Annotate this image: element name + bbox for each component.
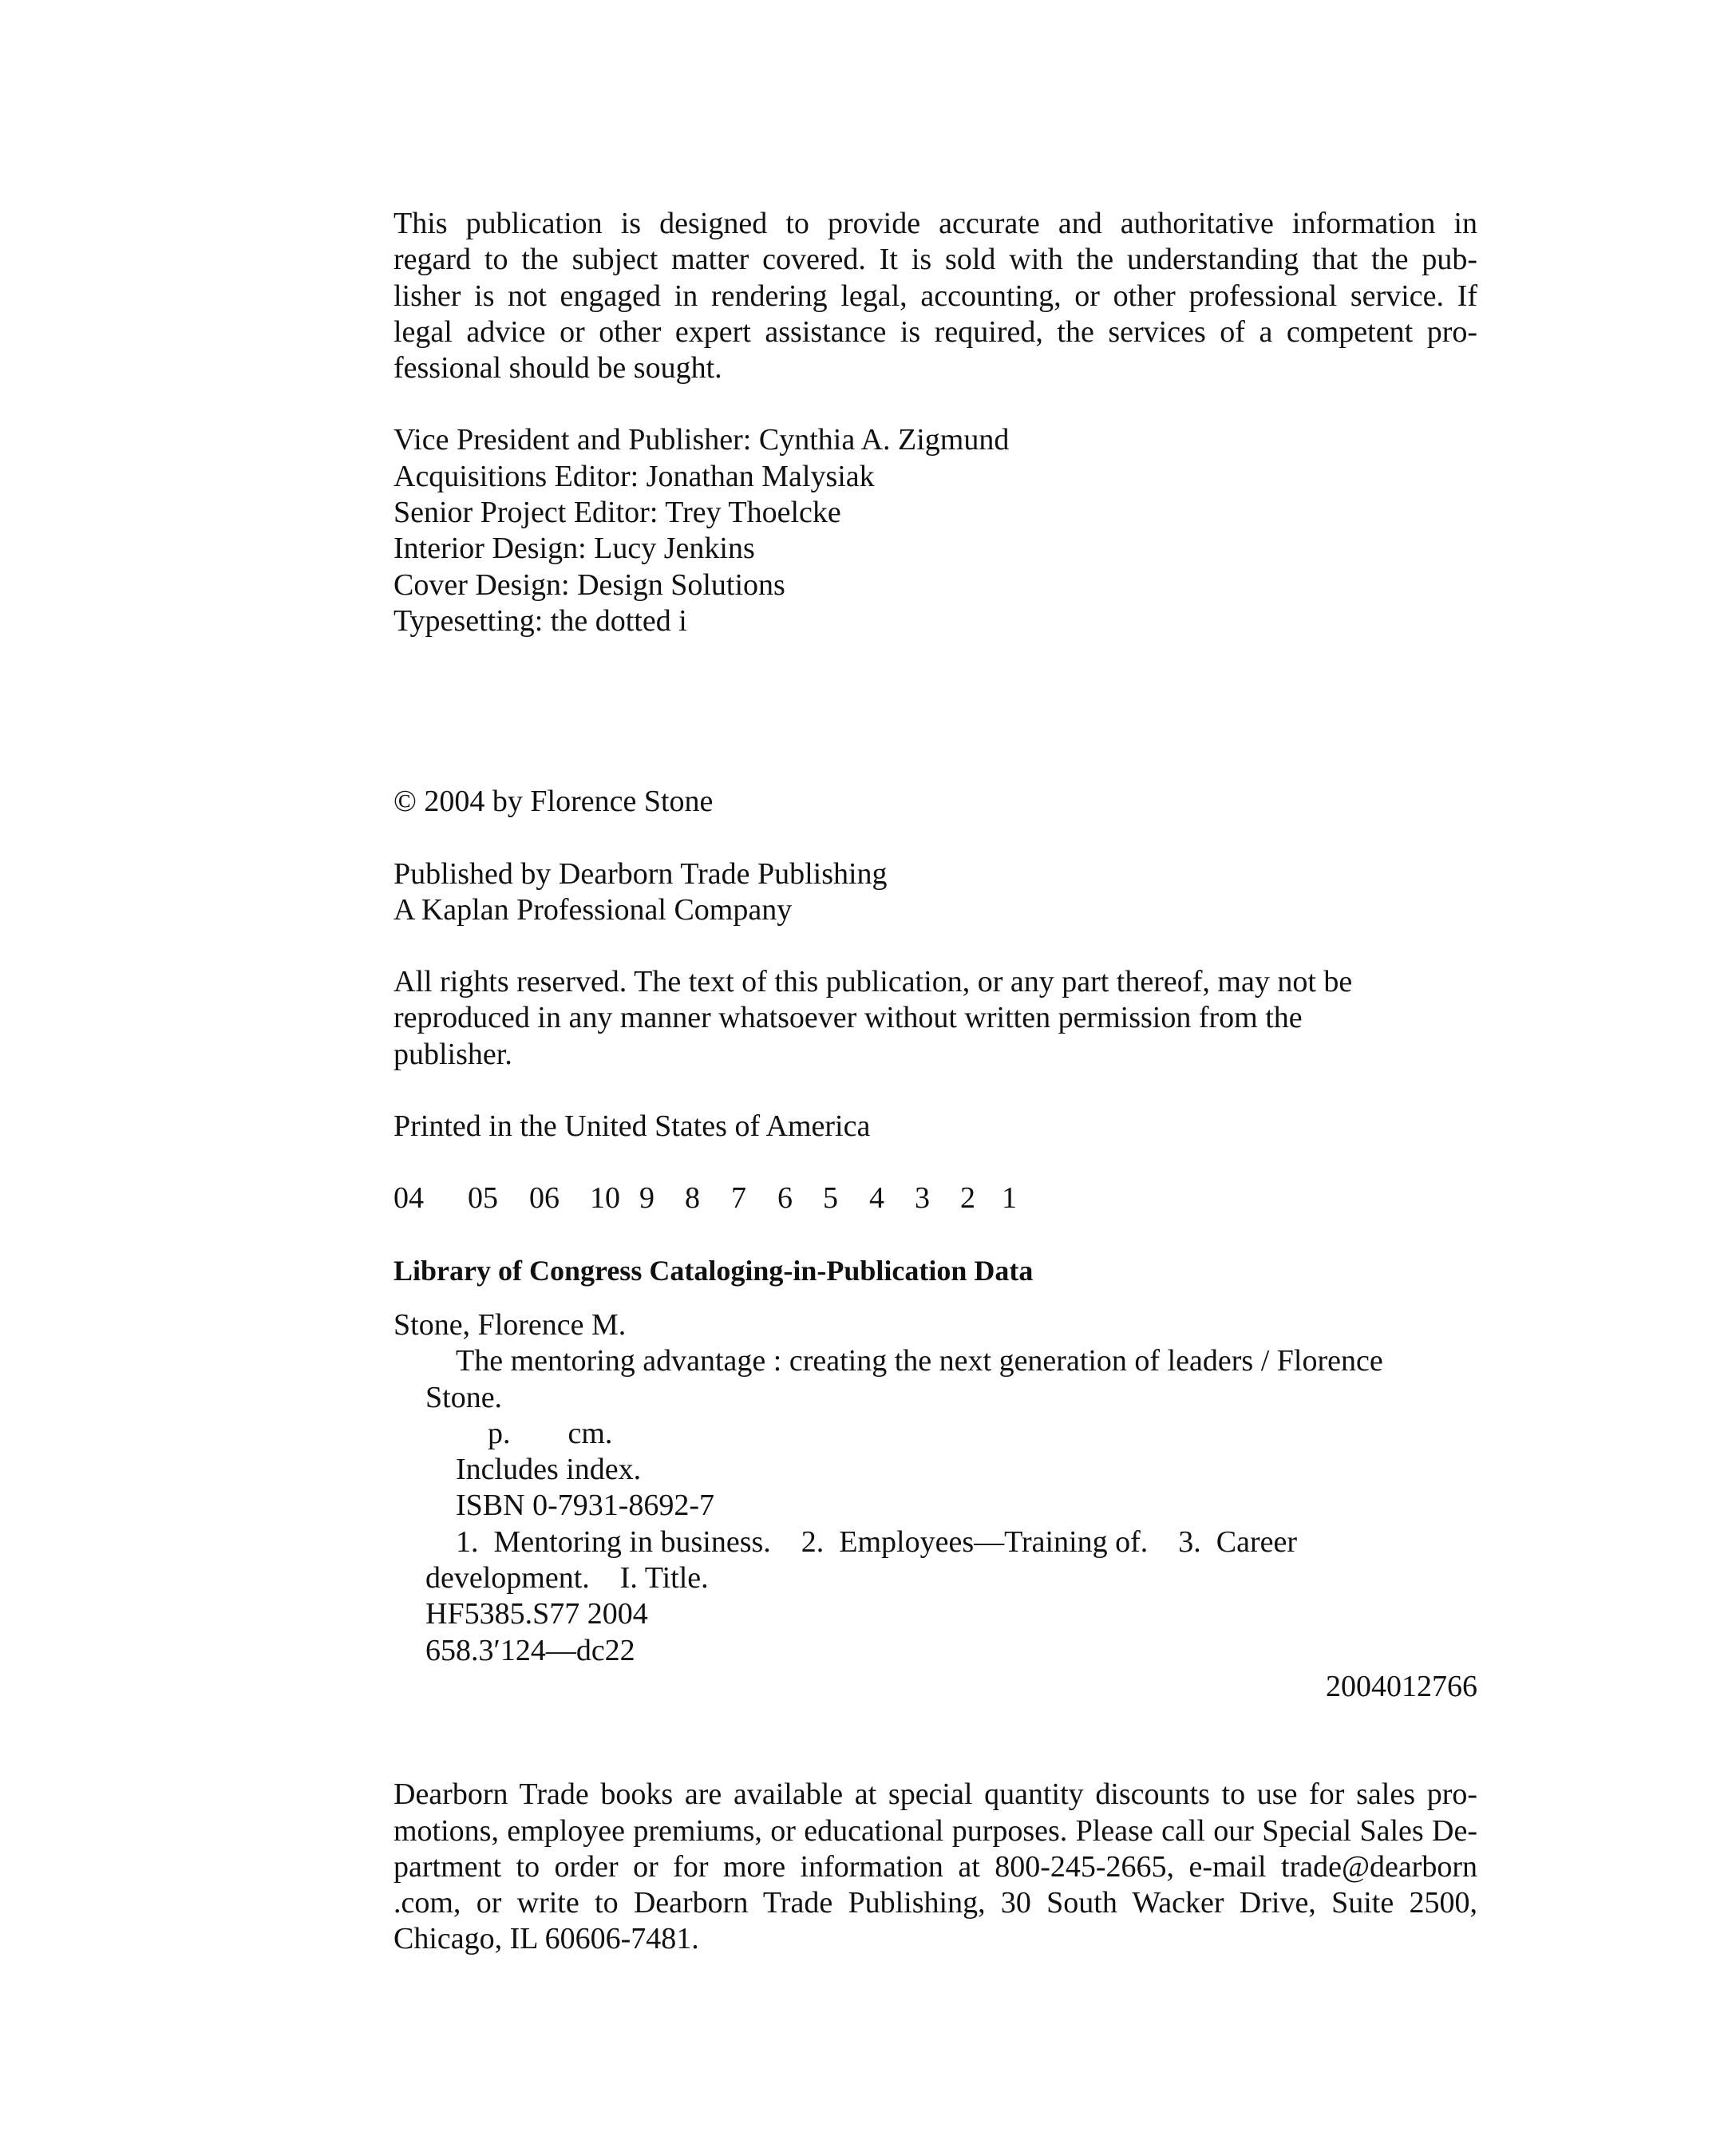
printer-key-number: 7 <box>731 1181 746 1216</box>
disclaimer-line: lisher is not engaged in rendering legal, accounting, or other professional service. If <box>393 279 1477 313</box>
printer-key-number: 10 <box>590 1181 620 1216</box>
disclaimer-line: legal advice or other expert assistance is required, the services of a competent pro- <box>393 314 1477 349</box>
printer-key-number: 2 <box>960 1181 975 1216</box>
cip-pages: p. <box>488 1416 511 1450</box>
printer-key-number: 8 <box>685 1181 700 1216</box>
cip-author: Stone, Florence M. <box>393 1307 627 1342</box>
special-sales-line: Dearborn Trade books are available at special quantity discounts to use for sales pro- <box>393 1777 1477 1812</box>
publisher-company: A Kaplan Professional Company <box>393 892 793 927</box>
publisher-block <box>393 856 1477 929</box>
special-sales-line: Chicago, IL 60606-7481. <box>393 1922 699 1956</box>
cip-heading: Library of Congress Cataloging-in-Publication Data <box>393 1254 1034 1287</box>
rights-paragraph <box>393 964 1477 1073</box>
rights-line: reproduced in any manner whatsoever without written permission from the <box>393 1001 1303 1035</box>
cip-includes: Includes index. <box>456 1453 642 1487</box>
special-sales-line: partment to order or for more information at 800-245-2665, e-mail trade@dearborn <box>393 1849 1477 1884</box>
special-sales-line: motions, employee premiums, or educational purposes. Please call our Special Sales De- <box>393 1813 1477 1848</box>
printer-key-number: 04 <box>393 1181 424 1216</box>
printer-key-number: 1 <box>1002 1181 1017 1216</box>
printer-key-number: 4 <box>869 1181 884 1216</box>
cip-isbn: ISBN 0-7931-8692-7 <box>456 1489 715 1523</box>
printer-key-number: 5 <box>823 1181 838 1216</box>
credit-interior-design: Interior Design: Lucy Jenkins <box>393 532 755 566</box>
credit-typesetting: Typesetting: the dotted i <box>393 603 687 638</box>
printed-in: Printed in the United States of America <box>393 1109 871 1144</box>
cip-cm: cm. <box>567 1416 613 1450</box>
rights-line: All rights reserved. The text of this publication, or any part thereof, may not be <box>393 965 1353 999</box>
cip-dewey: 658.3′124—dc22 <box>425 1633 635 1667</box>
printer-key-number: 6 <box>777 1181 793 1216</box>
copyright-notice: © 2004 by Florence Stone <box>393 785 714 819</box>
disclaimer-line: This publication is designed to provide accurate and authoritative information in <box>393 207 1477 240</box>
printer-key-number: 9 <box>639 1181 654 1216</box>
cip-lc-class: HF5385.S77 2004 <box>425 1597 648 1631</box>
disclaimer-line: regard to the subject matter covered. It is sold with the understanding that the pub- <box>393 243 1477 277</box>
credit-acquisitions-editor: Acquisitions Editor: Jonathan Malysiak <box>393 459 875 493</box>
printer-key <box>393 1180 1477 1216</box>
cip-title: The mentoring advantage : creating the next generation of leaders / Florence <box>456 1344 1383 1378</box>
special-sales-line: .com, or write to Dearborn Trade Publishing, 30 South Wacker Drive, Suite 2500, <box>393 1886 1477 1920</box>
credit-cover-design: Cover Design: Design Solutions <box>393 567 785 602</box>
cip-title-continued: Stone. <box>425 1380 503 1414</box>
printer-key-number: 3 <box>915 1181 930 1216</box>
special-sales-paragraph <box>393 1777 1477 1957</box>
rights-line: publisher. <box>393 1037 512 1071</box>
credit-project-editor: Senior Project Editor: Trey Thoelcke <box>393 496 841 530</box>
disclaimer-paragraph <box>393 206 1477 386</box>
disclaimer-line: fessional should be sought. <box>393 351 722 386</box>
copyright-page <box>393 206 1477 1958</box>
cip-subjects-continued: development. I. Title. <box>425 1561 709 1595</box>
credits-list <box>393 422 1477 639</box>
cip-physical-description <box>393 1416 1477 1452</box>
printer-key-number: 05 <box>468 1181 498 1216</box>
printer-key-number: 06 <box>529 1181 560 1216</box>
cip-record <box>393 1307 1477 1705</box>
cip-lccn: 2004012766 <box>1326 1669 1477 1703</box>
cip-subjects: 1. Mentoring in business. 2. Employees—Training of. 3. Career <box>456 1524 1298 1559</box>
credit-publisher: Vice President and Publisher: Cynthia A. Zigmund <box>393 423 1010 457</box>
publisher-name: Published by Dearborn Trade Publishing <box>393 856 888 891</box>
